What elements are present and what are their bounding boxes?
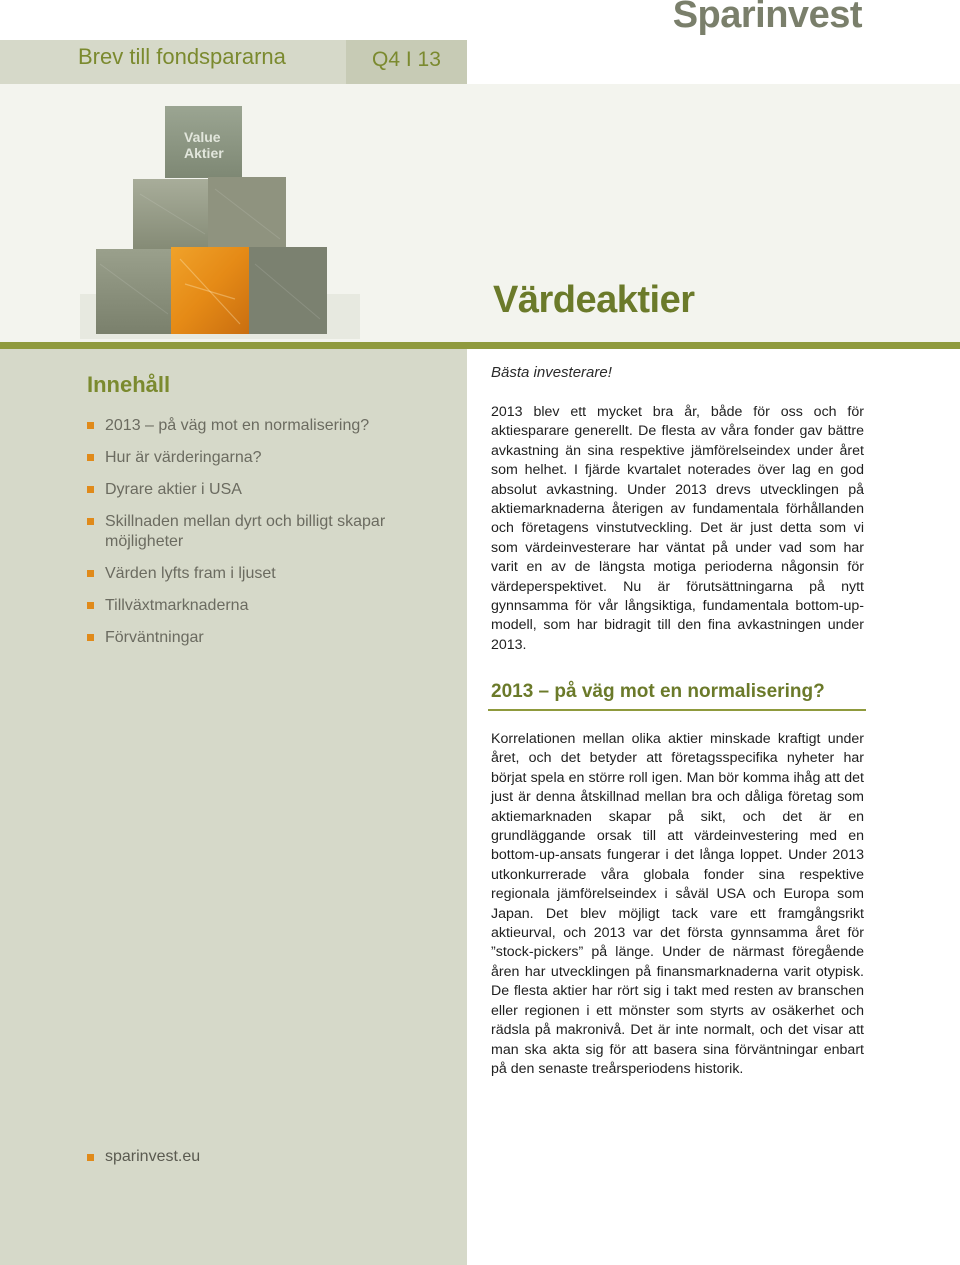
wooden-blocks-illustration	[0, 84, 960, 346]
block-label-aktier: Aktier	[184, 145, 224, 161]
toc-heading: Innehåll	[87, 372, 171, 397]
divider	[0, 342, 960, 349]
bullet-icon	[87, 486, 94, 493]
toc-item[interactable]	[87, 448, 417, 468]
website-link[interactable]	[87, 1148, 200, 1166]
bullet-icon	[87, 1154, 94, 1161]
toc-item[interactable]	[87, 480, 417, 500]
toc-item[interactable]	[87, 512, 417, 552]
bullet-icon	[87, 634, 94, 641]
section-heading: 2013 – på väg mot en normalisering?	[491, 681, 825, 702]
toc-item-label: Tillväxtmarknaderna	[105, 597, 249, 614]
section-paragraph: Korrelationen mellan olika aktier minskade kraftigt under året, och det betyder att företagsspecifika nyheter har börjat spela en större roll igen. Man bör komma ihåg att det just är denna åtskillnad mellan bra och dåliga företag som aktiemarknaden skapar på sikt, och det är en grundläggande orsak till att värdeinvestering med en bottom-up-ansats fungerar i det långa loppet. Under 2013 utkonkurrerade våra globala fonder sina respektive regionala jämförelseindex i såväl USA och Europa som Japan. Det blev möjligt tack vare ett framgångsrikt aktieurval, och 2013 var det första gynnsamma året för ”stock-pickers” på länge. Under de närmast föregående åren har utvecklingen på finansmarknaderna varit otypisk. De flesta aktier har rört sig i takt med resten av branschen eller regionen i ett mönster som styrts av osäkerhet och rädsla på makronivå. Det är inte normalt, och det visar att man ska akta sig för att basera sina förväntningar enbart på den senaste treårsperiodens historik.	[491, 731, 864, 1077]
bullet-icon	[87, 570, 94, 577]
issue-label: Q4 I 13	[372, 48, 441, 71]
hero-image	[0, 84, 960, 346]
toc-item[interactable]	[87, 416, 417, 436]
toc-item[interactable]	[87, 596, 417, 616]
intro-paragraph: 2013 blev ett mycket bra år, både för oss och för aktiesparare generellt. De flesta av våra fonder gav bättre avkastning än sina respektive jämförelseindex under året som helhet. I fjärde kvartalet noterades över lag en god absolut avkastning. Under 2013 drevs utvecklingen på aktiemarknaderna återigen av fundamentala förhållanden och företagens vinstutveckling. Det är just detta som vi som värdeinvesterare har väntat på under vad som har varit en av de längsta motiga perioderna någonsin för värdeperspektivet. Nu är förutsättningarna på nytt gynnsamma för vår långsiktiga, fundamentala bottom-up-modell, som har bidragit till den fina avkastningen under 2013.	[491, 404, 864, 653]
bullet-icon	[87, 518, 94, 525]
table-of-contents	[87, 416, 417, 660]
sparinvest-logo[interactable]: Sparinvest	[672, 0, 862, 36]
bullet-icon	[87, 422, 94, 429]
toc-item-label: Förväntningar	[105, 629, 204, 646]
toc-item-label: Värden lyfts fram i ljuset	[105, 565, 276, 582]
bullet-icon	[87, 454, 94, 461]
toc-item-label: Skillnaden mellan dyrt och billigt skapar möjligheter	[105, 513, 386, 550]
toc-item-label: Hur är värderingarna?	[105, 449, 262, 466]
section-divider	[488, 709, 866, 711]
toc-item-label: 2013 – på väg mot en normalisering?	[105, 417, 370, 434]
website-link-label: sparinvest.eu	[105, 1148, 201, 1165]
block-label-value: Value	[184, 129, 221, 145]
page-title: Värdeaktier	[493, 279, 695, 321]
toc-item[interactable]	[87, 564, 417, 584]
bullet-icon	[87, 602, 94, 609]
toc-item-label: Dyrare aktier i USA	[105, 481, 242, 498]
series-title: Brev till fondspararna	[78, 44, 286, 69]
toc-item[interactable]	[87, 628, 417, 648]
greeting: Bästa investerare!	[491, 364, 612, 381]
